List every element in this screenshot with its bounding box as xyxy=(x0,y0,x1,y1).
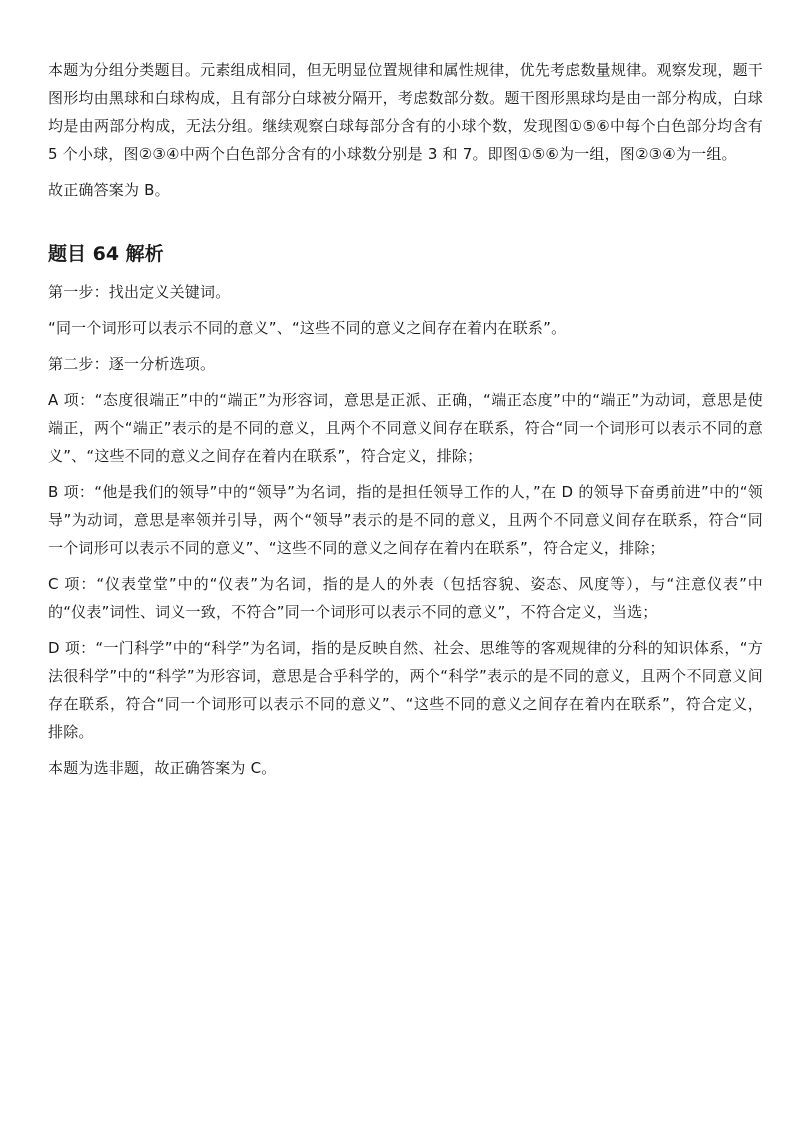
paragraph-option-b: B 项：“他是我们的领导”中的“领导”为名词，指的是担任领导工作的人，”在 D 的领导下奋勇前进”中的“领导”为动词，意思是率领并引导，两个“领导”表示的是不同的意义，且两个不同意义间存在联系，符合“同一个词形可以表示不同的意义”、“这些不同的意义之间存在着内在联系”，符合定义，排除； xyxy=(48,483,763,557)
paragraph-keywords: “同一个词形可以表示不同的意义”、“这些不同的意义之间存在着内在联系”。 xyxy=(48,319,567,337)
paragraph-option-a: A 项：“态度很端正”中的“端正”为形容词，意思是正派、正确，“端正态度”中的“端正”为动词，意思是使端正，两个“端正”表示的是不同的意义，且两个不同意义间存在联系，符合“同一个词形可以表示不同的意义”、“这些不同的意义之间存在着内在联系”，符合定义，排除； xyxy=(48,391,763,465)
paragraph-prev-analysis: 本题为分组分类题目。元素组成相同，但无明显位置规律和属性规律，优先考虑数量规律。观察发现，题干图形均由黑球和白球构成，且有部分白球被分隔开，考虑数部分数。题干图形黑球均是由一部分构成，白球均是由两部分构成，无法分组。继续观察白球每部分含有的小球个数，发现图①⑤⑥中每个白色部分均含有 5 个小球，图②③④中两个白色部分含有的小球数分别是 3 和 7。即图①⑤⑥为一组，图②③④为一组。 xyxy=(48,61,763,163)
paragraph-option-d: D 项：“一门科学”中的“科学”为名词，指的是反映自然、社会、思维等的客观规律的分科的知识体系，“方法很科学”中的“科学”为形容词，意思是合乎科学的，两个“科学”表示的是不同的意义，且两个不同意义间存在联系，符合“同一个词形可以表示不同的意义”、“这些不同的意义之间存在着内在联系”，符合定义，排除。 xyxy=(48,639,763,741)
paragraph-answer-64: 本题为选非题，故正确答案为 C。 xyxy=(48,759,277,777)
paragraph-step-1: 第一步：找出定义关键词。 xyxy=(48,283,231,301)
paragraph-step-2: 第二步：逐一分析选项。 xyxy=(48,355,216,373)
paragraph-option-c: C 项：“仪表堂堂”中的“仪表”为名词，指的是人的外表（包括容貌、姿态、风度等），与“注意仪表”中的“仪表”词性、词义一致，不符合”同一个词形可以表示不同的意义”，不符合定义，当选； xyxy=(48,575,763,621)
section-heading-64: 题目 64 解析 xyxy=(48,243,164,265)
document-page xyxy=(48,56,763,790)
paragraph-prev-answer: 故正确答案为 B。 xyxy=(48,181,170,199)
